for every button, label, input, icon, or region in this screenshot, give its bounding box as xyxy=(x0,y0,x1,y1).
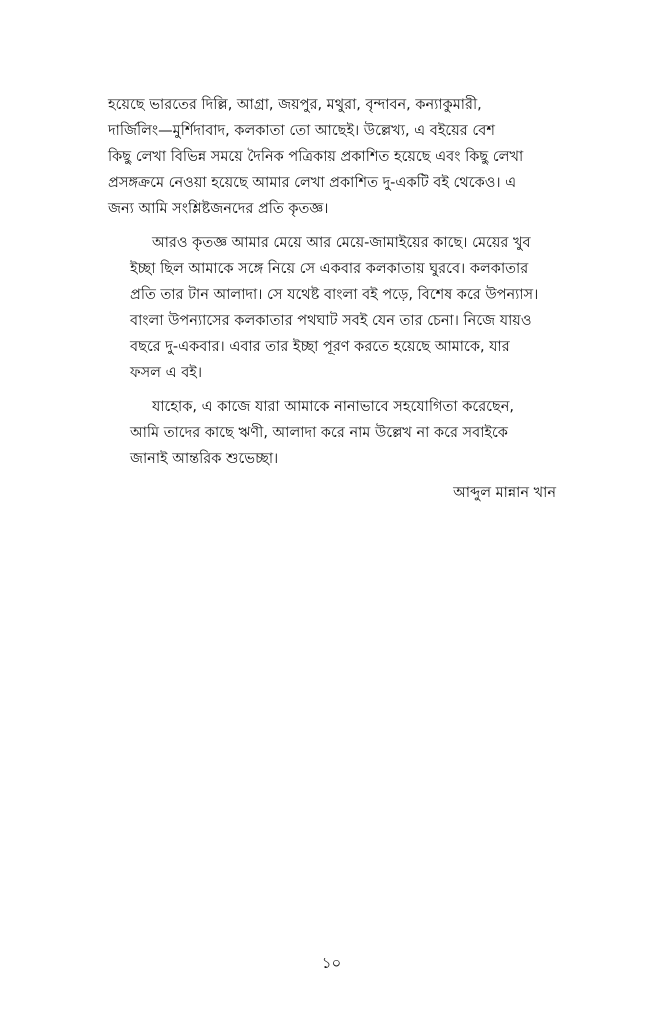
text-line: বছরে দু-একবার। এবার তার ইচ্ছা পূরণ করতে হয়েছে আমাকে, যার xyxy=(130,339,510,355)
text-line: আরও কৃতজ্ঞ আমার মেয়ে আর মেয়ে-জামাইয়ের কাছে। মেয়ের খুব xyxy=(152,235,531,251)
text-line: দার্জিলিং—মুর্শিদাবাদ, কলকাতা তো আছেই। উল্লেখ্য, এ বইয়ের বেশ xyxy=(108,123,495,139)
text-line: কিছু লেখা বিভিন্ন সময়ে দৈনিক পত্রিকায় প্রকাশিত হয়েছে এবং কিছু লেখা xyxy=(108,149,524,165)
paragraph-1 xyxy=(108,92,556,222)
text-line: জন্য আমি সংশ্লিষ্টজনদের প্রতি কৃতজ্ঞ। xyxy=(108,201,329,217)
text-line: হয়েছে ভারতের দিল্লি, আগ্রা, জয়পুর, মথুরা, বৃন্দাবন, কন্যাকুমারী, xyxy=(108,97,482,113)
text-line: ইচ্ছা ছিল আমাকে সঙ্গে নিয়ে সে একবার কলকাতায় ঘুরবে। কলকাতার xyxy=(130,261,529,277)
text-line: প্রতি তার টান আলাদা। সে যথেষ্ট বাংলা বই পড়ে, বিশেষ করে উপন্যাস। xyxy=(130,287,539,303)
paragraph-3 xyxy=(108,394,556,472)
paragraph-2 xyxy=(108,230,556,386)
text-line: ফসল এ বই। xyxy=(130,365,203,381)
page-number: ১০ xyxy=(321,954,342,972)
author-signature: আব্দুল মান্নান খান xyxy=(453,485,556,501)
text-line: যাহোক, এ কাজে যারা আমাকে নানাভাবে সহযোগিতা করেছেন, xyxy=(152,399,515,415)
text-line: আমি তাদের কাছে ঋণী, আলাদা করে নাম উল্লেখ না করে সবাইকে xyxy=(130,425,508,441)
text-line: জানাই আন্তরিক শুভেচ্ছা। xyxy=(130,451,279,467)
page-body xyxy=(108,92,556,506)
text-line: প্রসঙ্গক্রমে নেওয়া হয়েছে আমার লেখা প্রকাশিত দু-একটি বই থেকেও। এ xyxy=(108,175,517,191)
text-line: বাংলা উপন্যাসের কলকাতার পথঘাট সবই যেন তার চেনা। নিজে যায়ও xyxy=(130,313,532,329)
